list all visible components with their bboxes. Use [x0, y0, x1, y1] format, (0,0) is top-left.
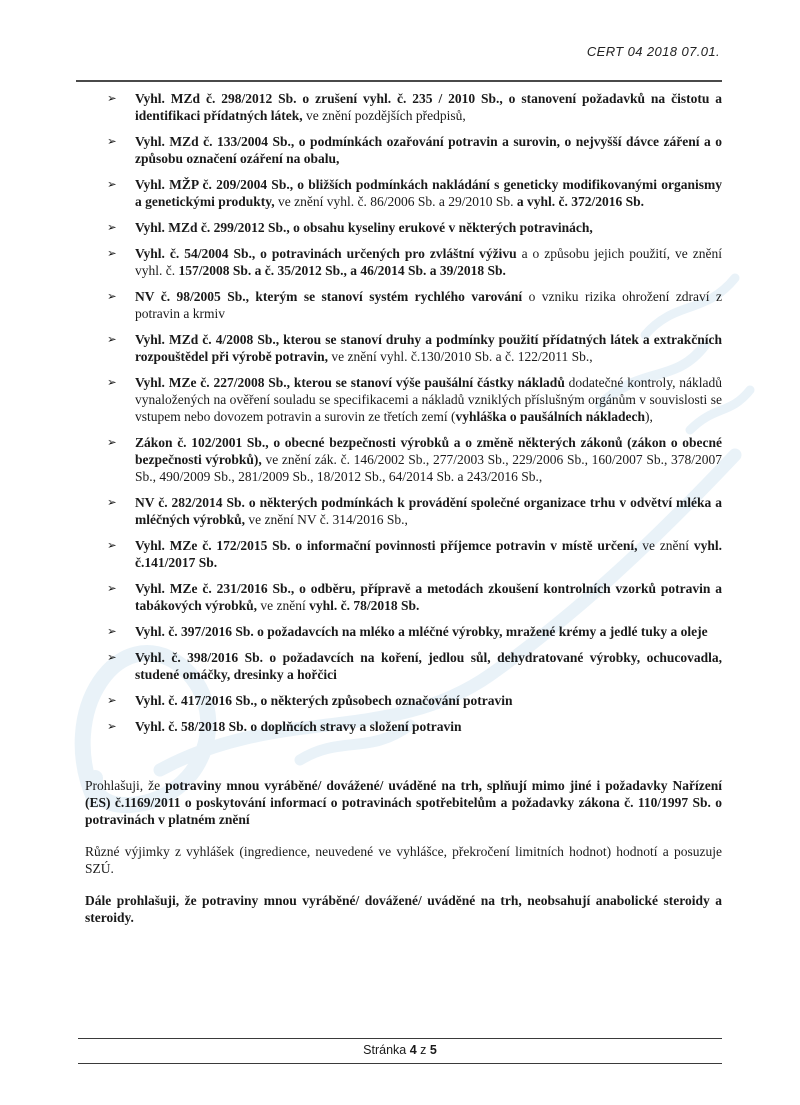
text: ), — [644, 409, 653, 424]
regulation-item — [85, 90, 722, 124]
regulation-list — [85, 90, 722, 735]
regulation-item — [85, 176, 722, 210]
regulation-item-text — [135, 91, 722, 123]
text: z — [416, 1043, 430, 1057]
bold-text: Vyhl. č. 397/2016 Sb. o požadavcích na mléko a mléčné výrobky, mražené krémy a jedlé tuky a oleje — [135, 624, 708, 639]
arrow-bullet-icon: ➢ — [107, 332, 117, 346]
regulation-item-text — [135, 435, 722, 484]
regulation-item-text — [135, 220, 593, 235]
bold-text: 4 — [409, 1043, 417, 1057]
regulation-item-text — [135, 289, 722, 321]
footer-bottom-divider — [78, 1063, 722, 1064]
regulation-item — [85, 692, 722, 709]
regulation-item-text — [135, 538, 722, 570]
text: dodatečné kontroly, nákladů vynaložených na ověření souladu se specifikacemi a nákladů vzniklých příslušným orgánům v souvislosti se vstupem nebo dovozem potravin a surovin ze třetích zemí ( — [135, 375, 722, 424]
bold-text: Vyhl. č. 58/2018 Sb. o doplňcích stravy a složení potravin — [135, 719, 462, 734]
regulation-item-text — [135, 650, 722, 682]
arrow-bullet-icon: ➢ — [107, 538, 117, 552]
bold-text: Vyhl. MŽP č. 209/2004 Sb., o bližších podmínkách nakládání s geneticky modifikovanými organismy a genetickými produkty, — [135, 177, 722, 209]
bold-text: Vyhl. č. 398/2016 Sb. o požadavcích na koření, jedlou sůl, dehydratované výrobky, ochucovadla, studené omáčky, dresinky a hořčici — [135, 650, 722, 682]
document-body — [85, 90, 722, 941]
regulation-item-text — [135, 693, 513, 708]
regulation-item-text — [135, 495, 722, 527]
bold-text: Vyhl. č. 54/2004 Sb., o potravinách určených pro zvláštní výživu — [135, 246, 522, 261]
regulation-item — [85, 219, 722, 236]
text: Různé výjimky z vyhlášek (ingredience, neuvedené ve vyhlášce, překročení limitních hodnot) hodnotí a posuzuje SZÚ. — [85, 844, 722, 876]
bold-text: vyhl. č. 78/2018 Sb. — [309, 598, 420, 613]
bold-text: Vyhl. MZe č. 227/2008 Sb., kterou se stanoví výše paušální částky nákladů — [135, 375, 569, 390]
bold-text: NV č. 282/2014 Sb. o některých podmínkách k provádění společné organizace trhu v odvětví mléka a mléčných výrobků, — [135, 495, 722, 527]
text: o vzniku rizika ohrožení zdraví z potravin a krmiv — [135, 289, 722, 321]
arrow-bullet-icon: ➢ — [107, 495, 117, 509]
arrow-bullet-icon: ➢ — [107, 624, 117, 638]
text: ve znění vyhl. č. 86/2006 Sb. a 29/2010 Sb. — [278, 194, 517, 209]
arrow-bullet-icon: ➢ — [107, 246, 117, 260]
regulation-item — [85, 434, 722, 485]
bold-text: vyhl. č.141/2017 Sb. — [135, 538, 722, 570]
regulation-item — [85, 331, 722, 365]
bold-text: NV č. 98/2005 Sb., kterým se stanoví systém rychlého varování — [135, 289, 529, 304]
text: ve znění zák. č. 146/2002 Sb., 277/2003 Sb., 229/2006 Sb., 160/2007 Sb., 378/2007 Sb., 490/2009 Sb., 281/2009 Sb., 18/2012 Sb., 64/2014 Sb. a 243/2016 Sb., — [135, 452, 722, 484]
declaration-paragraph — [85, 777, 722, 828]
regulation-item — [85, 288, 722, 322]
bold-text: Vyhl. MZd č. 4/2008 Sb., kterou se stanoví druhy a podmínky použití přídatných látek a extrakčních rozpouštědel při výrobě potravin, — [135, 332, 722, 364]
arrow-bullet-icon: ➢ — [107, 719, 117, 733]
bold-text: Vyhl. MZd č. 298/2012 Sb. o zrušení vyhl. č. 235 / 2010 Sb., o stanovení požadavků na čistotu a identifikaci přídatných látek, — [135, 91, 722, 123]
text: Stránka — [363, 1043, 410, 1057]
bold-text: Vyhl. MZe č. 231/2016 Sb., o odběru, přípravě a metodách zkoušení kontrolních vzorků potravin a tabákových výrobků, — [135, 581, 722, 613]
text: ve znění — [260, 598, 310, 613]
arrow-bullet-icon: ➢ — [107, 650, 117, 664]
regulation-item-text — [135, 134, 722, 166]
arrow-bullet-icon: ➢ — [107, 220, 117, 234]
regulation-item — [85, 133, 722, 167]
regulation-item — [85, 537, 722, 571]
bold-text: vyhláška o paušálních nákladech — [455, 409, 645, 424]
bold-text: Dále prohlašuji, že potraviny mnou vyráběné/ dovážené/ uváděné na trh, neobsahují anabolické steroidy a steroidy. — [85, 893, 722, 925]
text: ve znění NV č. 314/2016 Sb., — [248, 512, 408, 527]
regulation-item — [85, 580, 722, 614]
regulation-item-text — [135, 624, 708, 639]
text: a o způsobu jejich použití, ve znění vyhl. č. — [135, 246, 722, 278]
steroids-declaration-paragraph — [85, 892, 722, 926]
header-divider — [76, 80, 722, 82]
bold-text: Vyhl. MZe č. 172/2015 Sb. o informační povinnosti příjemce potravin v místě určení, — [135, 538, 643, 553]
bold-text: potraviny mnou vyráběné/ dovážené/ uváděné na trh, splňují mimo jiné i požadavky Nařízení (ES) č.1169/2011 o poskytování informací o potravinách spotřebitelům a požadavky zákona č. 110/1997 Sb. o potravinách v platném znění — [85, 778, 722, 827]
regulation-item — [85, 718, 722, 735]
regulation-item — [85, 623, 722, 640]
text: Prohlašuji, že — [85, 778, 166, 793]
regulation-item-text — [135, 177, 722, 209]
regulation-item — [85, 649, 722, 683]
bold-text: 5 — [429, 1043, 437, 1057]
text: ve znění vyhl. č.130/2010 Sb. a č. 122/2011 Sb., — [331, 349, 593, 364]
page-number — [78, 1039, 722, 1063]
regulation-item-text — [135, 332, 722, 364]
arrow-bullet-icon: ➢ — [107, 177, 117, 191]
arrow-bullet-icon: ➢ — [107, 581, 117, 595]
page-footer — [78, 1038, 722, 1064]
arrow-bullet-icon: ➢ — [107, 435, 117, 449]
bold-text: 157/2008 Sb. a č. 35/2012 Sb., a 46/2014 Sb. a 39/2018 Sb. — [178, 263, 506, 278]
regulation-item-text — [135, 581, 722, 613]
arrow-bullet-icon: ➢ — [107, 134, 117, 148]
regulation-item — [85, 245, 722, 279]
regulation-item — [85, 374, 722, 425]
regulation-item-text — [135, 246, 722, 278]
bold-text: a vyhl. č. 372/2016 Sb. — [516, 194, 645, 209]
regulation-item-text — [135, 375, 722, 424]
exceptions-paragraph — [85, 843, 722, 877]
text: ve znění — [642, 538, 694, 553]
bold-text: Vyhl. MZd č. 299/2012 Sb., o obsahu kyseliny erukové v některých potravinách, — [135, 220, 593, 235]
bold-text: Zákon č. 102/2001 Sb., o obecné bezpečnosti výrobků a o změně některých zákonů (zákon o obecné bezpečnosti výrobků), — [135, 435, 722, 467]
arrow-bullet-icon: ➢ — [107, 289, 117, 303]
text: ve znění pozdějších předpisů, — [306, 108, 466, 123]
bold-text: Vyhl. č. 417/2016 Sb., o některých způsobech označování potravin — [135, 693, 513, 708]
arrow-bullet-icon: ➢ — [107, 693, 117, 707]
arrow-bullet-icon: ➢ — [107, 375, 117, 389]
regulation-item — [85, 494, 722, 528]
regulation-item-text — [135, 719, 462, 734]
arrow-bullet-icon: ➢ — [107, 91, 117, 105]
cert-label: CERT 04 2018 07.01. — [586, 44, 720, 59]
declaration-section — [85, 777, 722, 926]
bold-text: Vyhl. MZd č. 133/2004 Sb., o podmínkách ozařování potravin a surovin, o nejvyšší dávce záření a o způsobu označení ozáření na obalu, — [135, 134, 722, 166]
